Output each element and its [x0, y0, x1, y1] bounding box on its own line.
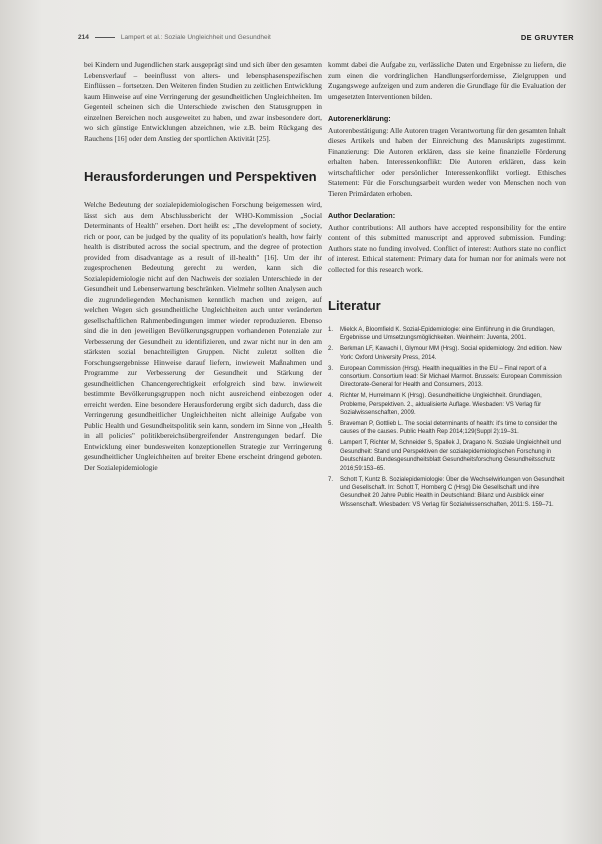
reference-item [328, 476, 566, 510]
reference-text: Mielck A, Bloomfield K. Sozial-Epidemiologie: eine Einführung in die Grundlagen, Ergebnisse und Umsetzungsmöglichkeiten. Weinheim: Juventa, 2001. [340, 327, 555, 342]
reference-number: 2. [328, 346, 334, 353]
reference-item [328, 365, 566, 390]
declaration-de-heading: Autorenerklärung: [328, 114, 391, 123]
reference-item [328, 439, 566, 473]
reference-text: European Commission (Hrsg). Health inequalities in the EU – Final report of a consortium. Consortium lead: Sir Michael Marmot. Brussels: European Commission Directorate-General for Health and Consumers, 2013. [340, 365, 562, 389]
intro-paragraph: bei Kindern und Jugendlichen stark ausgeprägt sind und sich über den gesamten Lebensverlauf – beeinflusst von alters- und lebensphasenspezifischen Einflüssen – fortsetzen. Den Weiteren finden Studien zu zeitlichen Entwicklung kaum Hinweise auf eine Verringerung der gesundheitlichen Ungleichheiten. Im Gegenteil scheinen sich die Unterschiede zwischen den Statusgruppen in einzelnen Bereichen noch ausgeweitet zu haben, und zwar insbesondere dort, wo sich günstige Entwicklungen abzeichnen, wie z.B. beim Rückgang des Rauchens [16] oder dem Anstieg der sportlichen Aktivität [25]. [84, 60, 322, 143]
continuation-paragraph: kommt dabei die Aufgabe zu, verlässliche Daten und Ergebnisse zu liefern, die zum einen die vordringlichen Handlungserfordernisse, Zielgruppen und Zugangswege aufzeigen und zum anderen die Grundlage für die Evaluation der umgesetzten Interventionen bilden. [328, 60, 566, 101]
reference-item [328, 345, 566, 362]
left-column [84, 60, 322, 473]
declaration-en-heading: Author Declaration: [328, 211, 396, 220]
reference-number: 6. [328, 440, 334, 447]
publisher-logo: DE GRUYTER [520, 32, 574, 42]
reference-text: Lampert T, Richter M, Schneider S, Spallek J, Dragano N. Soziale Ungleichheit und Gesundheit: Stand und Perspektiven der sozialepidemiologischen Forschung in Deutschland. Bundesgesundheitsblatt Gesundheitsforschung Gesundheitsschutz 2016;59:153–65. [340, 440, 562, 472]
running-title: Lampert et al.: Soziale Ungleichheit und Gesundheit [120, 33, 271, 41]
declaration-de-text: Autorenbestätigung: Alle Autoren tragen Verantwortung für den gesamten Inhalt dieses Artikels und haben der Einreichung des Manuskripts zugestimmt. Finanzierung: Die Autoren erklären, dass sie keine finanzielle Förderung erhalten haben. Interessenkonflikt: Die Autoren erklären, dass kein wirtschaftlicher oder persönlicher Interessenkonflikt vorliegt. Ethisches Statement: Für die Forschungsarbeit wurden weder von Menschen noch von Tieren Primärdaten erhoben. [328, 125, 566, 198]
reference-number: 7. [328, 476, 334, 483]
reference-item [328, 420, 566, 437]
reference-text: Braveman P, Gottlieb L. The social determinants of health: it's time to consider the causes of the causes. Public Health Rep 2014;129(Suppl 2):19–31. [340, 421, 558, 436]
reference-text: Richter M, Hurrelmann K (Hrsg). Gesundheitliche Ungleichheit. Grundlagen, Probleme, Perspektiven. 2., aktualisierte Auflage. Wiesbaden: VS Verlag für Sozialwissenschaften, 2009. [340, 393, 542, 417]
section-heading: Herausforderungen und Perspektiven [84, 169, 317, 184]
declaration-en-text: Author contributions: All authors have accepted responsibility for the entire content of this submitted manuscript and approved submission. Funding: Authors state no funding involved. Conflict of interest: Authors state no conflict of interest. Ethical statement: Primary data for human nor for animals were not collected for this research work. [328, 222, 566, 274]
reference-number: 4. [328, 393, 334, 400]
reference-number: 5. [328, 421, 334, 428]
reference-text: Berkman LF, Kawachi I, Glymour MM (Hrsg). Social epidemiology. 2nd edition. New York: Oxford University Press, 2014. [340, 346, 562, 361]
section-paragraph: Welche Bedeutung der sozialepidemiologischen Forschung beigemessen wird, lässt sich aus dem Abschlussbericht der WHO-Kommission „Social Determinants of Health" ersehen. Dort heißt es: „The development of society, rich or poor, can be judged by the quality of its population's health, how fairly health is distributed across the social spectrum, and the degree of protection provided from disadvantage as a result of ill-health" [16]. Um der ihr zugesprochenen Bedeutung gerecht zu werden, kann sich die Sozialepidemiologie nicht auf den Nachweis der sozialen Unterschiede in der Gesundheit und Lebenserwartung beschränken. Vielmehr sollten Analysen auch die zugrundeliegenden Mechanismen kenntlich machen und zeigen, auf welchen Wegen sich gesundheitliche Ungleichheiten auch unter veränderten gesellschaftlichen Rahmenbedingungen immer wieder reproduzieren. Ebenso sind die in den jeweiligen Bevölkerungsgruppen vorhandenen Potenziale zur Verbesserung der Gesundheit zu identifizieren, und zwar nicht nur in den am stärksten sozial benachteiligten Gruppen. Nicht zuletzt sollten die Forschungsergebnisse Hinweise darauf liefern, inwieweit Maßnahmen und Programme zur Verbesserung der Gesundheit und Stärkung der gesundheitlichen Chancengerechtigkeit erfolgreich sind bzw. inwieweit bestimmte Bevölkerungsgruppen noch nicht ausreichend einbezogen oder erreicht werden. Eine besondere Herausforderung ergibt sich dadurch, dass die Verringerung gesundheitlicher Ungleichheiten nicht alleinige Aufgabe von Public Health und Gesundheitspolitik sein kann, sondern im Sinne von „Health in all policies" politikbereichsübergreifender Anstrengungen bedarf. Die Entwicklung einer bundesweiten konzeptionellen Strategie zur Verringerung gesundheitlicher Ungleichheiten auf breiter Ebene erscheint dringend geboten. Der Sozialepidemiologie [84, 200, 322, 472]
reference-item [328, 326, 566, 343]
reference-item [328, 392, 566, 417]
reference-number: 3. [328, 365, 334, 372]
reference-number: 1. [328, 327, 334, 333]
header-rule [95, 37, 115, 38]
literature-heading: Literatur [328, 298, 381, 313]
reference-text: Schott T, Kuntz B. Sozialepidemiologie: Über die Wechselwirkungen von Gesundheit und Gesellschaft. In: Schott T, Hornberg C (Hrsg) Die Gesellschaft und ihre Gesundheit 20 Jahre Public Health in Deutschland: Bilanz und Ausblick einer Wissenschaft. Wiesbaden: VS Verlag für Sozialwissenschaften, 2011:S. 159–71. [340, 476, 565, 508]
right-column [328, 60, 566, 512]
page-header [78, 30, 574, 44]
page-number: 214 [78, 33, 89, 41]
reference-list [328, 326, 566, 509]
